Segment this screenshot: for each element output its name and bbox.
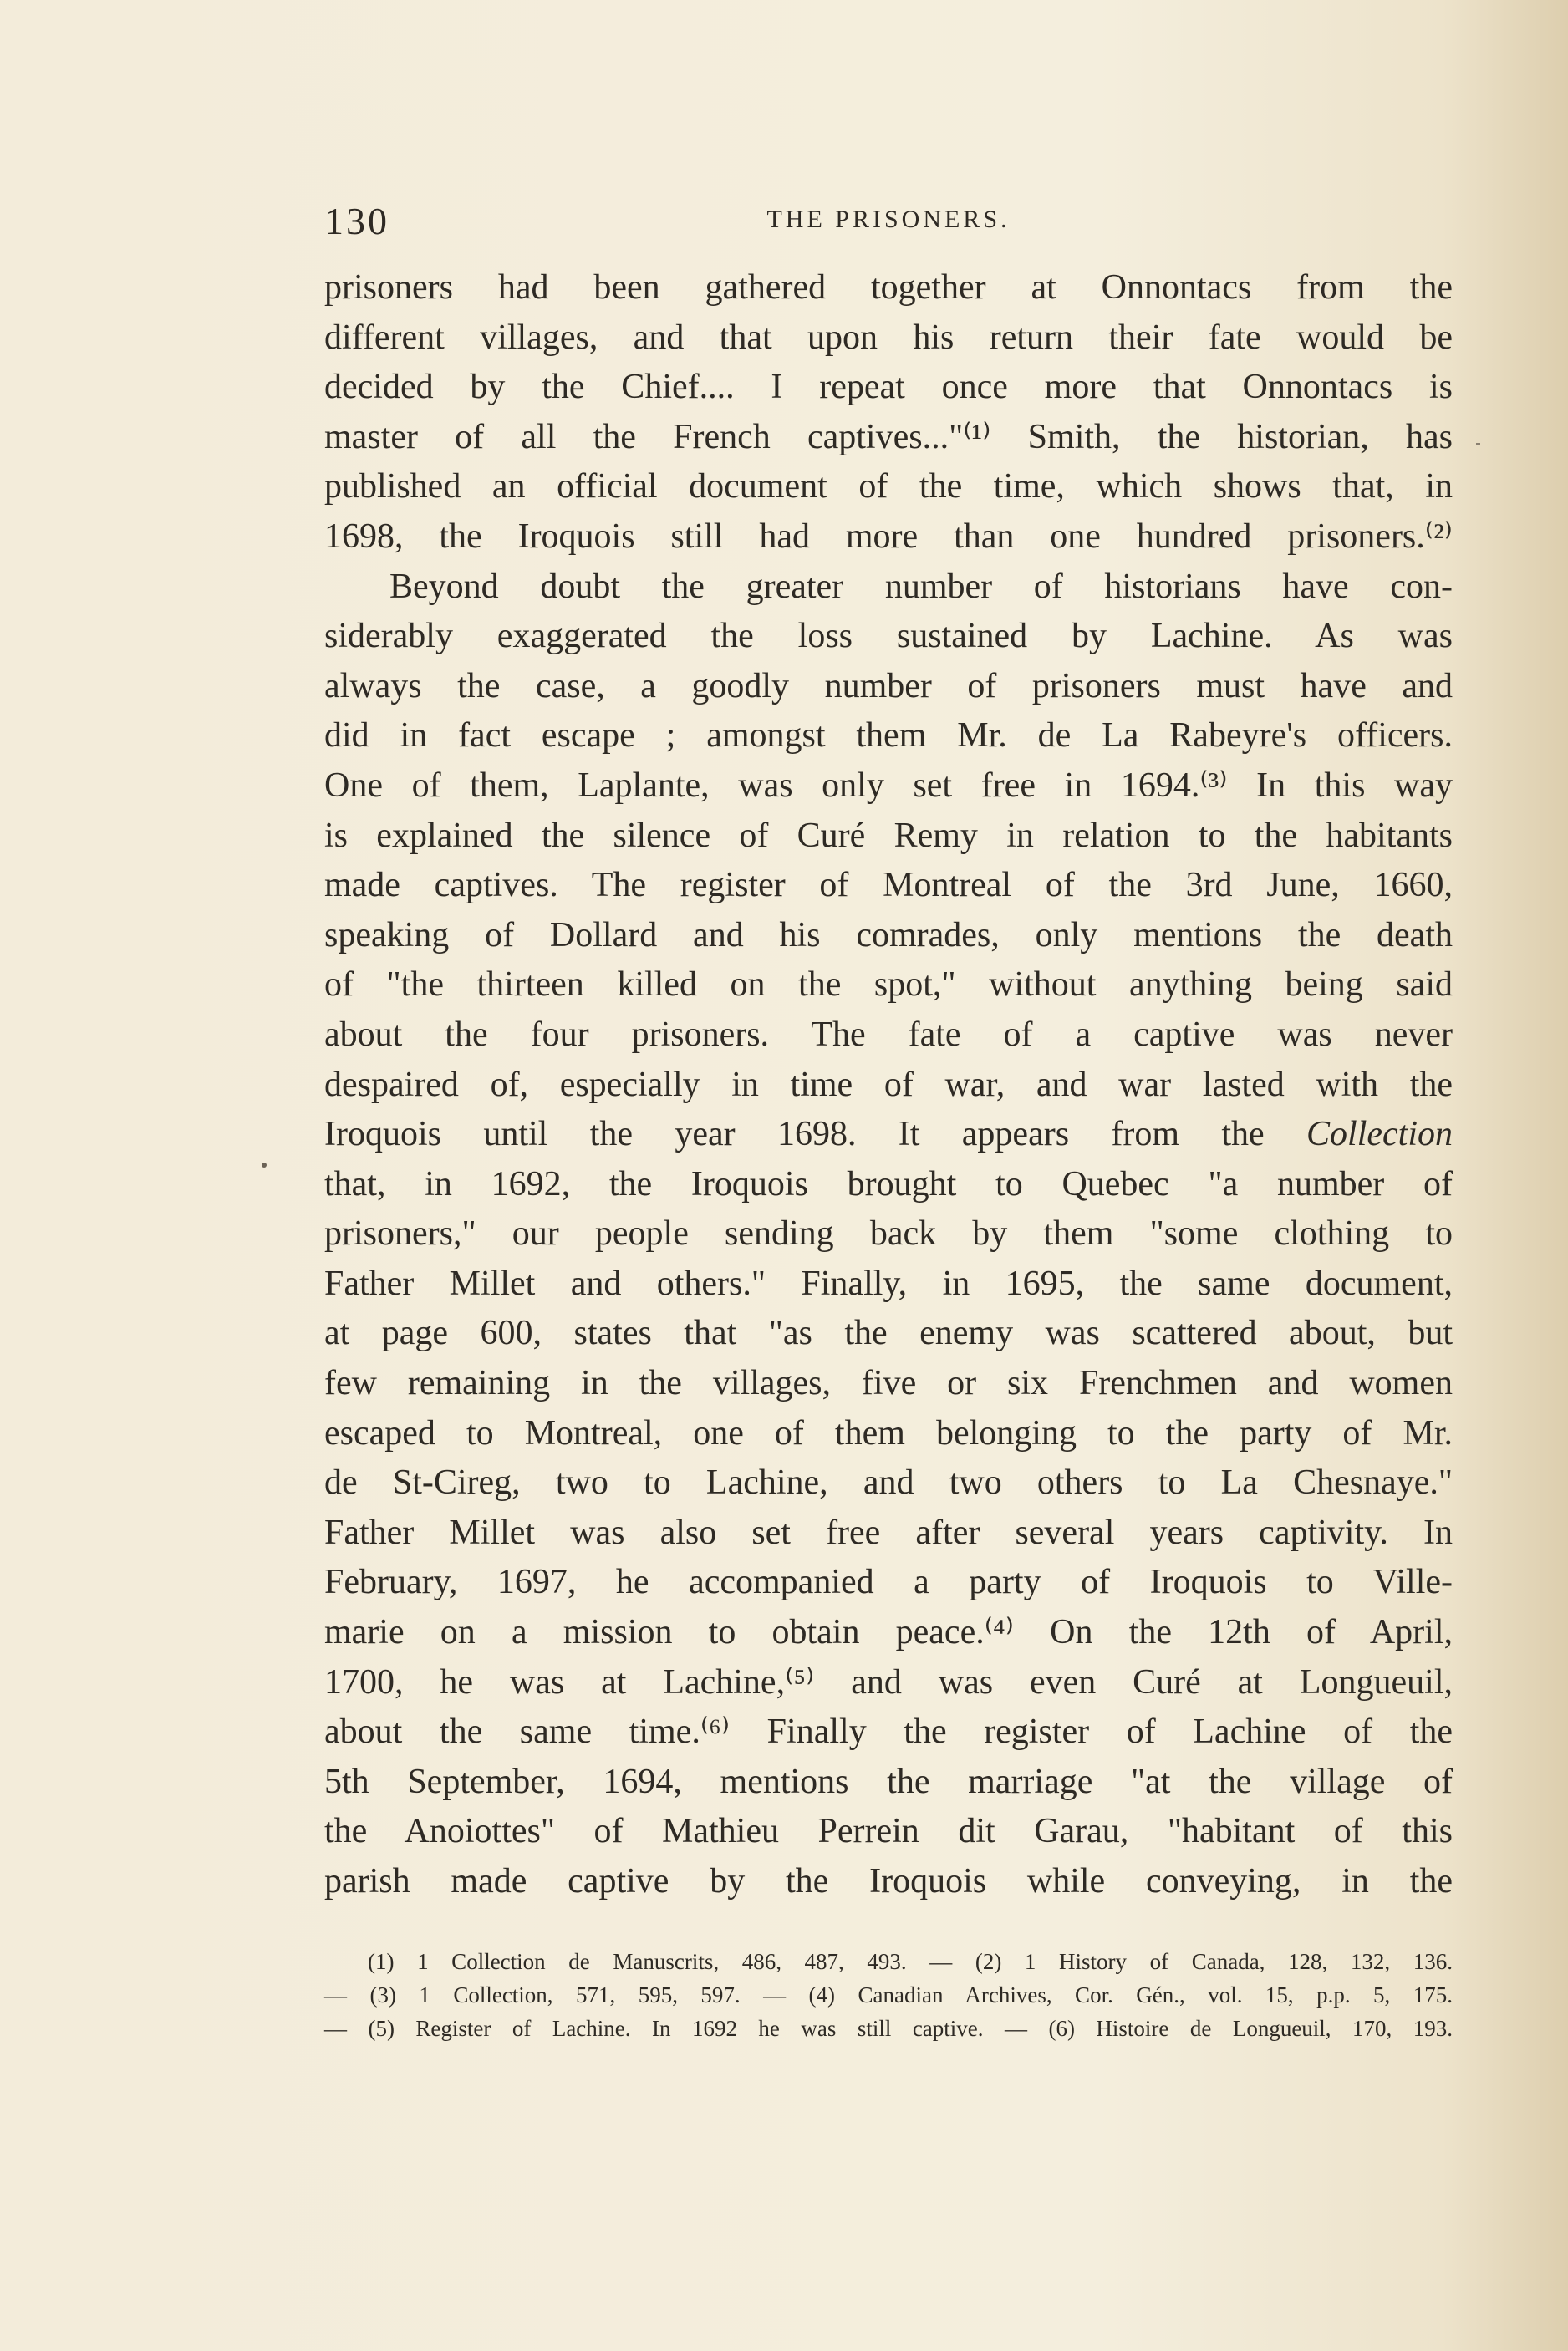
ink-speck <box>1476 443 1480 445</box>
text-line: Father Millet was also set free after several years captivity. In <box>324 1513 1453 1552</box>
text-line: the Anoiottes" of Mathieu Perrein dit Garau, "habitant of this <box>324 1812 1453 1851</box>
text-line: 1698, the Iroquois still had more than one hundred prisoners.⁽²⁾ <box>324 517 1453 556</box>
text-line: de St-Cireg, two to Lachine, and two others to La Chesnaye." <box>324 1463 1453 1503</box>
text-line: One of them, Laplante, was only set free in 1694.⁽³⁾ In this way <box>324 766 1453 805</box>
footnotes <box>324 1945 1453 2045</box>
text-line: did in fact escape ; amongst them Mr. de La Rabeyre's officers. <box>324 716 1453 756</box>
footnote-line: — (5) Register of Lachine. In 1692 he was still captive. — (6) Histoire de Longueuil, 170, 193. <box>324 2016 1453 2041</box>
text-line: master of all the French captives..."⁽¹⁾ Smith, the historian, has <box>324 417 1453 456</box>
text-line: marie on a mission to obtain peace.⁽⁴⁾ On the 12th of April, <box>324 1613 1453 1652</box>
running-head: THE PRISONERS. <box>766 206 1011 233</box>
text-line: escaped to Montreal, one of them belonging to the party of Mr. <box>324 1413 1453 1453</box>
text-line: few remaining in the villages, five or six Frenchmen and women <box>324 1364 1453 1403</box>
text-line: decided by the Chief.... I repeat once more that Onnontacs is <box>324 368 1453 407</box>
text-line: 5th September, 1694, mentions the marriage "at the village of <box>324 1762 1453 1801</box>
text-line: siderably exaggerated the loss sustained by Lachine. As was <box>324 617 1453 656</box>
text-line-with-italic <box>324 1110 1453 1160</box>
page-header <box>324 199 1453 249</box>
text-line: 1700, he was at Lachine,⁽⁵⁾ and was even Curé at Longueuil, <box>324 1662 1453 1702</box>
text-segment: Iroquois until the year 1698. It appears from the <box>324 1115 1265 1154</box>
text-line: made captives. The register of Montreal of the 3rd June, 1660, <box>324 866 1453 905</box>
text-line: despaired of, especially in time of war, and war lasted with the <box>324 1065 1453 1104</box>
text-line: published an official document of the time, which shows that, in <box>324 467 1453 506</box>
text-line: about the four prisoners. The fate of a captive was never <box>324 1015 1453 1054</box>
footnote-line: — (3) 1 Collection, 571, 595, 597. — (4) Canadian Archives, Cor. Gén., vol. 15, p.p. 5, 175. <box>324 1982 1453 2008</box>
text-line: at page 600, states that "as the enemy was scattered about, but <box>324 1314 1453 1353</box>
text-line: parish made captive by the Iroquois while conveying, in the <box>324 1862 1453 1901</box>
text-line: prisoners," our people sending back by them "some clothing to <box>324 1214 1453 1254</box>
page-number: 130 <box>324 200 389 242</box>
text-line: speaking of Dollard and his comrades, only mentions the death <box>324 915 1453 954</box>
text-line: of "the thirteen killed on the spot," without anything being said <box>324 965 1453 1005</box>
footnote-line: (1) 1 Collection de Manuscrits, 486, 487, 493. — (2) 1 History of Canada, 128, 132, 136. <box>368 1949 1453 1974</box>
text-line: February, 1697, he accompanied a party of Iroquois to Ville- <box>324 1563 1453 1602</box>
text-line: Father Millet and others." Finally, in 1695, the same document, <box>324 1264 1453 1303</box>
body-text <box>324 263 1453 1907</box>
text-line: that, in 1692, the Iroquois brought to Quebec "a number of <box>324 1164 1453 1203</box>
text-line: different villages, and that upon his return their fate would be <box>324 318 1453 357</box>
paragraph-start-line: Beyond doubt the greater number of historians have con- <box>389 567 1453 606</box>
text-line: prisoners had been gathered together at Onnontacs from the <box>324 268 1453 307</box>
text-line: always the case, a goodly number of prisoners must have and <box>324 666 1453 705</box>
ink-speck <box>262 1163 267 1168</box>
italic-title: Collection <box>1306 1115 1453 1154</box>
text-line: about the same time.⁽⁶⁾ Finally the register of Lachine of the <box>324 1712 1453 1752</box>
text-line: is explained the silence of Curé Remy in relation to the habitants <box>324 816 1453 855</box>
